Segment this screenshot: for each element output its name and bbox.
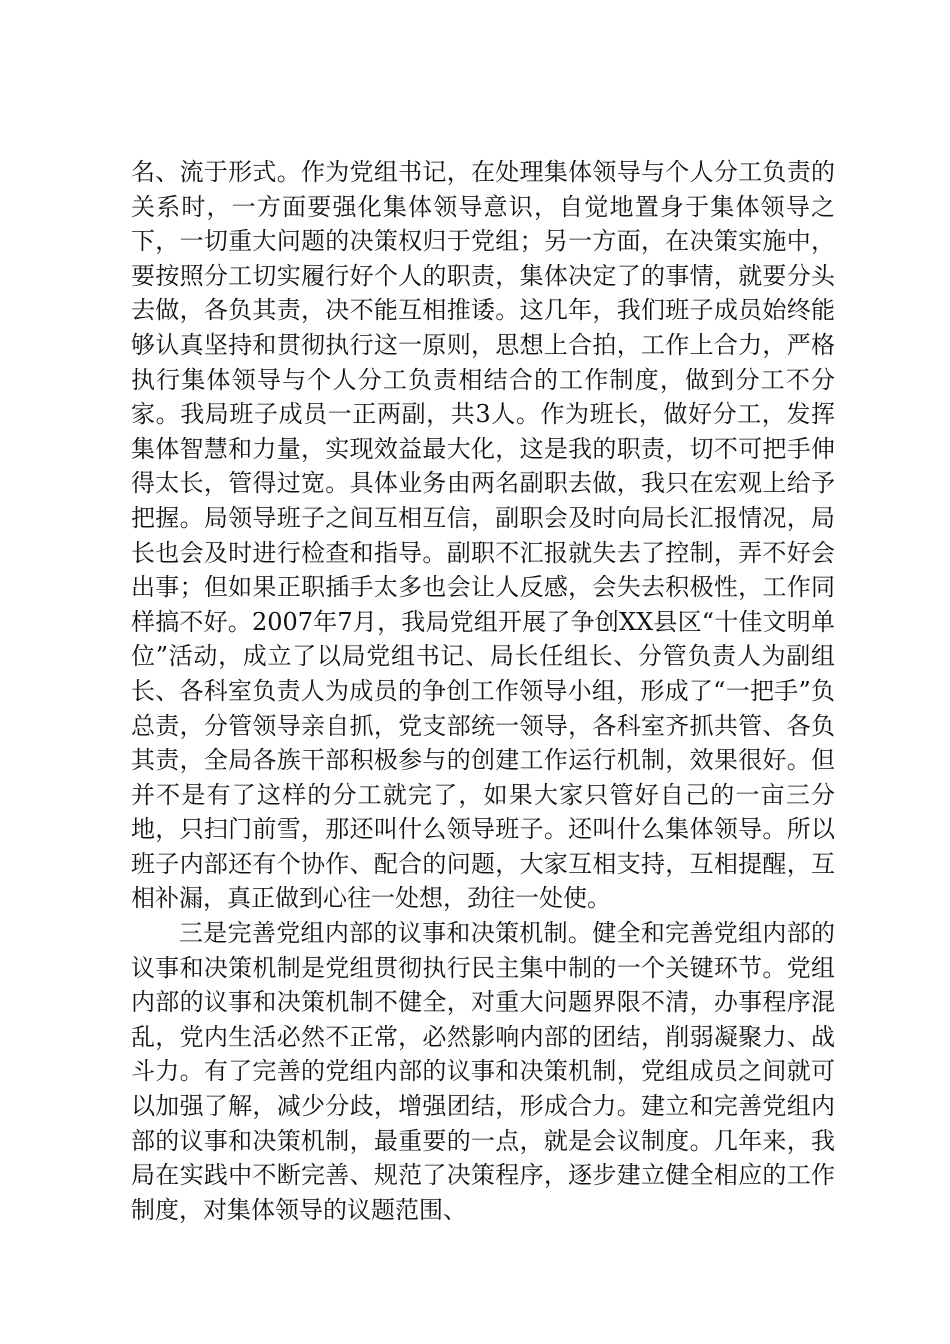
paragraph-decision-mechanism: 三是完善党组内部的议事和决策机制。健全和完善党组内部的议事和决策机制是党组贯彻执行民主集中制的一个关键环节。党组内部的议事和决策机制不健全，对重大问题界限不清，办事程序混乱，党内生活必然不正常，必然影响内部的团结，削弱凝聚力、战斗力。有了完善的党组内部的议事和决策机制，党组成员之间就可以加强了解，减少分歧，增强团结，形成合力。建立和完善党组内部的议事和决策机制，最重要的一点，就是会议制度。几年来，我局在实践中不断完善、规范了决策程序，逐步建立健全相应的工作制度，对集体领导的议题范围、	[131, 919, 835, 1224]
body-text	[131, 155, 835, 1227]
paragraph-continuation: 名、流于形式。作为党组书记，在处理集体领导与个人分工负责的关系时，一方面要强化集体领导意识，自觉地置身于集体领导之下，一切重大问题的决策权归于党组；另一方面，在决策实施中，要按照分工切实履行好个人的职责，集体决定了的事情，就要分头去做，各负其责，决不能互相推诿。这几年，我们班子成员始终能够认真坚持和贯彻执行这一原则，思想上合拍，工作上合力，严格执行集体领导与个人分工负责相结合的工作制度，做到分工不分家。我局班子成员一正两副，共3人。作为班长，做好分工，发挥集体智慧和力量，实现效益最大化，这是我的职责，切不可把手伸得太长，管得过宽。具体业务由两名副职去做，我只在宏观上给予把握。局领导班子之间互相互信，副职会及时向局长汇报情况，局长也会及时进行检查和指导。副职不汇报就失去了控制，弄不好会出事；但如果正职插手太多也会让人反感，会失去积极性，工作同样搞不好。2007年7月，我局党组开展了争创XX县区“十佳文明单位”活动，成立了以局党组书记、局长任组长、分管负责人为副组长、各科室负责人为成员的争创工作领导小组，形成了“一把手”负总责，分管领导亲自抓，党支部统一领导，各科室齐抓共管、各负其责，全局各族干部积极参与的创建工作运行机制，效果很好。但并不是有了这样的分工就完了，如果大家只管好自己的一亩三分地，只扫门前雪，那还叫什么领导班子。还叫什么集体领导。所以班子内部还有个协作、配合的问题，大家互相支持，互相提醒，互相补漏，真正做到心往一处想，劲往一处使。	[131, 158, 835, 913]
